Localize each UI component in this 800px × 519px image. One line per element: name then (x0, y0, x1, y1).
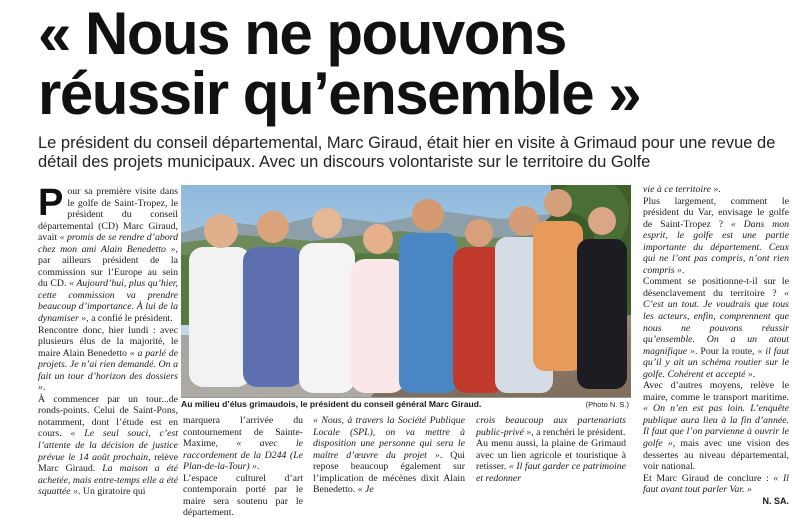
photo-caption (181, 398, 631, 412)
caption-text: Au milieu d’élus grimaudois, le président du conseil général Marc Giraud. (181, 399, 482, 409)
article-column-1 (38, 182, 179, 498)
headline (38, 0, 798, 127)
article-column-4 (476, 415, 626, 484)
headline-line-2: réussir qu’ensemble » (38, 60, 641, 127)
article-column-2 (183, 415, 303, 519)
col1-paragraph-3: À commencer par un tour...de ronds-points. Celui de Saint-Pons, notamment, dont l’étude est en cours. « Le seul souci, c’est l’attente de la décision de justice prévue le 14 août prochain, relève Marc Giraud. La maison a été achetée, mais entre-temps elle a été squattée ». Un giratoire qui (38, 393, 179, 498)
photo-credit: (Photo N. S.) (585, 400, 629, 409)
col1-paragraph-1: Pour sa première visite dans le golfe de Saint-Tropez, le président du conseil départemental (CD) Marc Giraud, avait « promis de se rendre d’abord chez mon ami Alain Benedetto », par ailleurs président de la commission sur l’Europe au sein du CD. « Aujourd’hui, plus qu’hier, cette commission va prendre beaucoup d’importance. À lui de la dynamiser », a confié le président. (38, 182, 178, 325)
col5-paragraph-1: Plus largement, comment le président du Var, envisage le golfe de Saint-Tropez ? « Dans mon esprit, le golfe est une partie importante du département. Ceux qui ne l’ont pas compris, n’ont rien compris ». (643, 195, 789, 276)
col4-paragraph-2: Au menu aussi, la plaine de Grimaud avec un lien agricole et touristique à retisser. « Il faut garder ce patrimoine et redonner (476, 438, 626, 484)
standfirst: Le président du conseil départemental, Marc Giraud, était hier en visite à Grimaud pour une revue de détail des projets municipaux. Avec un discours volontariste sur le territoire du Golfe (38, 134, 776, 171)
headline-line-1: « Nous ne pouvons (38, 0, 566, 67)
article-column-3 (313, 415, 465, 496)
col1-paragraph-2: Rencontre donc, hier lundi : avec plusieurs élus de la majorité, le maire Alain Benedetto « a parlé de projets. Je n’ai rien demandé. On a fait un tour d’horizon des dossiers ». (38, 324, 179, 394)
col4-paragraph-1: crois beaucoup aux partenariats public-privé », a renchéri le président. (476, 415, 626, 438)
author-signature: N. SA. (762, 495, 789, 506)
col3-paragraph-1: « Nous, à travers la Société Publique Locale (SPL), on va mettre à disposition une personne qui sera le maître d’œuvre du projet ». Qui repose beaucoup également sur l’implication de mécènes dixit Alain Benedetto. « Je (313, 415, 465, 496)
col5-paragraph-2: Comment se positionne-t-il sur le désenclavement du territoire ? « C’est un tout. Je voudrais que tous les acteurs, enfin, comprennent que nous ne pouvons réussir qu’ensemble. On a un atout magnifique ». Pour la route, « il faut qu’il y ait un schéma routier sur le golfe. Cohérent et accepté ». (643, 276, 790, 380)
group-photo-image (181, 185, 631, 397)
col5-paragraph-0: vie à ce territoire ». (643, 184, 721, 195)
col2-paragraph-2: L’espace culturel d’art contemporain porté par le maire sera soutenu par le département. (183, 472, 303, 519)
group-photo (181, 185, 631, 398)
col5-paragraph-3: Avec d’autres moyens, relève le maire, comme le transport maritime. « On n’en est pas loin. L’enquête publique aura lieu à la fin d’année. Il faut que l’on parvienne à ouvrir le golfe », mais avec une vision des dessertes au niveau départemental, voir national. (643, 380, 789, 473)
col5-paragraph-4: Et Marc Giraud de conclure : « Il faut avant tout parler Var. » (643, 472, 789, 496)
col2-paragraph-1: marquera l’arrivée du contournement de Sainte-Maxime, « avec le raccordement de la D244 (Le Plan-de-la-Tour) ». (183, 415, 304, 473)
article-column-5 (643, 184, 789, 507)
drop-cap: P (38, 182, 64, 224)
